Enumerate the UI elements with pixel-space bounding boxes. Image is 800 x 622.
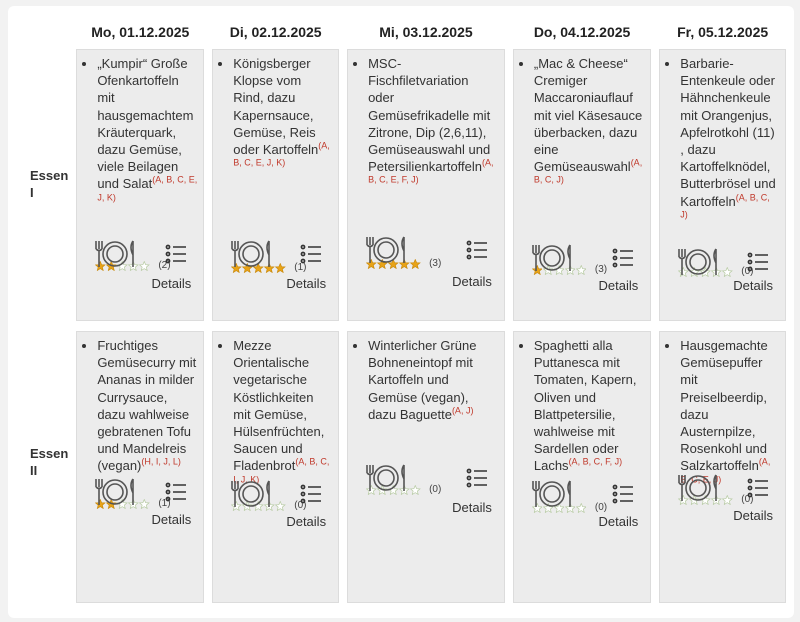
menu-list-icon[interactable] [466,467,488,489]
plate-cutlery-icon[interactable] [229,238,273,270]
menu-list-button[interactable] [747,251,769,278]
plate-cutlery-icon[interactable] [93,476,137,508]
menu-list-button[interactable] [165,481,187,508]
allergen-codes: (A, B, C, E, J) [680,457,771,485]
allergen-codes: (A, B, C, E, J, K) [233,140,330,168]
plate-cutlery-button[interactable] [676,472,720,509]
menu-list-button[interactable] [300,243,322,270]
menu-list-button[interactable] [466,467,488,494]
plate-cutlery-icon[interactable] [364,462,408,494]
menu-list-button[interactable] [165,243,187,270]
meal-text: „Mac & Cheese“ Cremiger Maccaroniauflauf mit viel Käsesauce überbacken, dazu eine Gemüseauswahl [533,56,643,175]
meal-card [212,331,339,603]
plate-cutlery-button[interactable] [530,242,574,279]
corner-cell [28,18,68,46]
meal-label-line2: II [30,463,38,478]
plate-cutlery-icon[interactable] [364,234,408,266]
menu-list-button[interactable] [747,477,769,504]
rating-count: (0) [741,266,754,277]
menu-list-icon[interactable] [165,243,187,265]
details-link[interactable]: Details [151,276,192,291]
meal-description [97,55,197,210]
allergen-codes: (A, J) [451,405,474,416]
details-link[interactable]: Details [733,508,773,523]
meal-description [534,337,644,475]
meal-text: MSC-Fischfiletvariation oder Gemüsefrikadelle mit Zitrone, Dip (2,6,11), Gemüseauswahl und Petersilienkartoffeln [368,56,491,175]
plate-cutlery-icon[interactable] [676,472,720,504]
menu-frame [8,6,794,618]
meal-description [680,55,779,227]
allergen-codes: (A, B, C, E, F, J) [368,157,494,186]
allergen-codes: (A, B, C, I, J, K) [233,457,330,485]
details-link[interactable]: Details [733,278,773,293]
menu-list-button[interactable] [300,483,322,510]
day-header: Di, 02.12.2025 [229,24,322,40]
meal-card [659,331,786,603]
meal-description [534,55,644,193]
allergen-codes: (A, B, C, F, J) [568,457,623,468]
meal-label [28,46,68,321]
meal-card [659,49,786,321]
meal-text: Königsberger Klopse vom Rind, dazu Kapernsauce, Gemüse, Reis oder Kartoffeln [233,56,319,158]
meal-text: Spaghetti alla Puttanesca mit Tomaten, Kapern, Oliven und Blattpetersilie, wahlweise mit Sardellen oder Lachs [533,338,637,474]
meal-text: Mezze Orientalische vegetarische Köstlichkeiten mit Gemüse, Hülsenfrüchten, Saucen und Fladenbrot [233,338,325,474]
allergen-codes: (A, B, C, J) [680,192,770,220]
meal-description [680,337,779,492]
meal-description [97,337,197,475]
meal-text: „Kumpir“ Große Ofenkartoffeln mit hausgemachtem Kräuterquark, dazu Gemüse, viele Beilagen und Salat [97,56,194,192]
details-link[interactable]: Details [151,512,192,527]
meal-card [513,49,651,321]
meal-card [212,49,339,321]
plate-cutlery-icon[interactable] [229,478,273,510]
menu-list-icon[interactable] [747,251,769,273]
meal-card [347,331,505,603]
menu-list-button[interactable] [612,483,634,510]
day-header: Mi, 03.12.2025 [379,24,473,40]
meal-label-line1: Essen [30,167,69,183]
meal-text: Hausgemachte Gemüsepuffer mit Preiselbeerdip, dazu Austernpilze, Rosenkohl und Salzkartoffeln [680,338,768,474]
menu-list-icon[interactable] [612,483,634,505]
menu-list-button[interactable] [612,247,634,274]
meal-label-line1: Essen [30,446,69,461]
day-header: Fr, 05.12.2025 [677,24,769,40]
plate-cutlery-button[interactable] [364,462,408,499]
meal-plan-table [20,18,794,603]
meal-description [368,337,498,423]
plate-cutlery-button[interactable] [530,478,574,515]
meal-description [233,55,332,175]
plate-cutlery-icon[interactable] [93,238,137,270]
plate-cutlery-button[interactable] [676,246,720,283]
day-header: Do, 04.12.2025 [533,24,631,40]
rating-count: (0) [594,502,608,513]
meal-card [76,49,204,321]
rating-count: (2) [158,260,171,271]
allergen-codes: (A, B, C, E, J, K) [97,175,198,203]
meal-label [28,321,68,603]
meal-text: Winterlicher Grüne Bohneneintopf mit Kartoffeln und Gemüse (vegan), dazu Baguette [368,338,477,422]
meal-label-line2: I [30,184,34,200]
plate-cutlery-icon[interactable] [530,242,574,274]
menu-list-icon[interactable] [300,483,322,505]
menu-list-icon[interactable] [466,239,488,261]
menu-list-icon[interactable] [300,243,322,265]
plate-cutlery-button[interactable] [93,476,137,513]
rating-count: (1) [294,262,307,273]
details-link[interactable]: Details [598,278,639,293]
rating-count: (0) [294,500,307,511]
plate-cutlery-icon[interactable] [676,246,720,278]
plate-cutlery-button[interactable] [229,238,273,275]
menu-list-icon[interactable] [747,477,769,499]
plate-cutlery-icon[interactable] [530,478,574,510]
rating-count: (1) [158,498,171,509]
plate-cutlery-button[interactable] [229,478,273,515]
allergen-codes: (H, I, J, L) [141,457,181,468]
details-link[interactable]: Details [452,500,492,515]
meal-description [368,55,498,193]
rating-count: (0) [741,494,754,505]
details-link[interactable]: Details [286,276,327,291]
menu-list-icon[interactable] [612,247,634,269]
plate-cutlery-button[interactable] [364,234,408,271]
details-link[interactable]: Details [598,514,639,529]
details-link[interactable]: Details [452,274,492,289]
menu-list-icon[interactable] [165,481,187,503]
meal-card [513,331,651,603]
meal-description [233,337,332,492]
meal-card [347,49,505,321]
meal-card [76,331,204,603]
meal-text: Fruchtiges Gemüsecurry mit Ananas in milder Currysauce, dazu wahlweise gebratenen Tofu und Mandelreis (vegan) [97,338,197,474]
meal-text: Barbarie-Entenkeule oder Hähnchenkeule mit Orangenjus, Apfelrotkohl (11) , dazu Kartoffelknödel, Butterbrösel und Kartoffeln [680,56,776,209]
allergen-codes: (A, B, C, J) [533,157,643,186]
menu-list-button[interactable] [466,239,488,266]
details-link[interactable]: Details [286,514,327,529]
rating-count: (3) [594,264,608,275]
rating-count: (0) [429,484,442,495]
plate-cutlery-button[interactable] [93,238,137,275]
rating-count: (3) [429,258,442,269]
day-header: Mo, 01.12.2025 [91,24,190,40]
